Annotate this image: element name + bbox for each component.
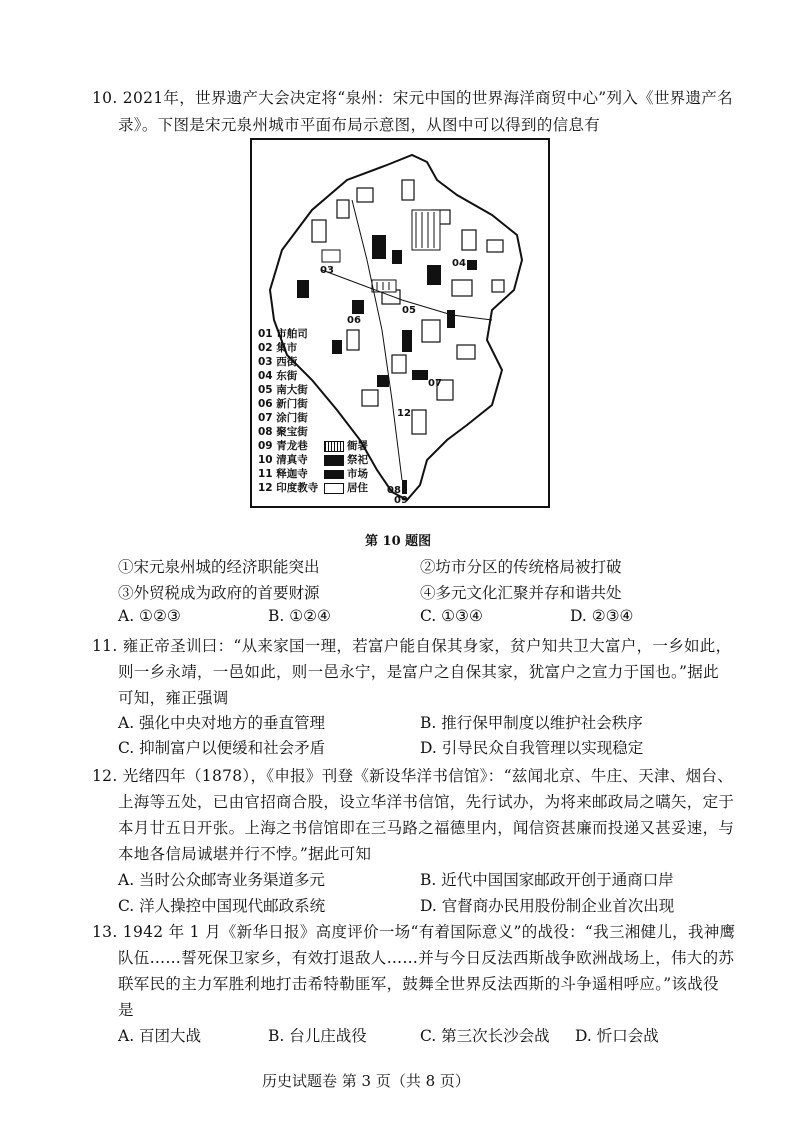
legend-item-11: 11 释迦寺 [258, 468, 308, 480]
legend-item-10: 10 清真寺 [258, 454, 308, 466]
legend-item-12: 12 印度教寺 [258, 482, 319, 494]
legend-key-home [324, 480, 368, 495]
map-label-09: 09 [394, 495, 408, 506]
legend-item-09: 09 青龙巷 [258, 440, 308, 452]
quanzhou-city-map [250, 138, 550, 508]
q13-text-line3: 联军民的主力军胜利地打击希特勒匪军，鼓舞全世界反法西斯的斗争遥相呼应。”该战役 [118, 975, 719, 993]
legend-key-home-label: 居住 [347, 482, 368, 494]
legend-key-ritual-label: 祭祀 [347, 454, 368, 466]
q10-option-c[interactable]: C. ①③④ [420, 607, 483, 625]
q12-option-d[interactable]: D. 官督商办民用股份制企业首次出现 [420, 897, 675, 915]
q11-text-line3: 可知，雍正强调 [118, 689, 229, 707]
home-swatch [324, 483, 344, 494]
q13-text-line2: 队伍……誓死保卫家乡，有效打退敌人……并与今日反法西斯战争欧洲战场上，伟大的苏 [118, 949, 735, 967]
q13-text-line1: 13. 1942 年 1 月《新华日报》高度评价一场“有着国际意义”的战役：“我三湘健儿，我神鹰 [92, 923, 736, 941]
q10-statement-4: ④多元文化汇聚并存和谐共处 [420, 584, 622, 602]
legend-item-07: 07 涂门街 [258, 412, 308, 424]
q10-text-line1: 10. 2021年，世界遗产大会决定将“泉州：宋元中国的世界海洋商贸中心”列入《世界遗产名 [92, 89, 733, 107]
q11-option-d[interactable]: D. 引导民众自我管理以实现稳定 [420, 739, 644, 757]
legend-item-04: 04 东街 [258, 370, 298, 382]
map-label-12: 12 [397, 408, 411, 419]
map-label-03: 03 [320, 265, 334, 276]
legend-item-01: 01 市舶司 [258, 328, 308, 340]
legend-key-market [324, 466, 368, 481]
office-swatch [324, 441, 344, 452]
map-label-04: 04 [452, 258, 466, 269]
q13-option-a[interactable]: A. 百团大战 [118, 1027, 202, 1045]
q10-statement-2: ②坊市分区的传统格局被打破 [420, 558, 622, 576]
q11-option-a[interactable]: A. 强化中央对地方的垂直管理 [118, 714, 326, 732]
q10-option-d[interactable]: D. ②③④ [570, 607, 634, 625]
legend-key-market-label: 市场 [347, 468, 368, 480]
q13-option-c[interactable]: C. 第三次长沙会战 [420, 1027, 550, 1045]
map-label-06: 06 [347, 315, 361, 326]
market-swatch [324, 470, 344, 479]
q10-option-a[interactable]: A. ①②③ [118, 607, 181, 625]
page-footer: 历史试题卷 第 3 页（共 8 页） [262, 1072, 470, 1090]
q12-option-b[interactable]: B. 近代中国国家邮政开创于通商口岸 [420, 871, 674, 889]
map-label-07: 07 [428, 378, 442, 389]
q11-text-line2: 则一乡永靖，一邑如此，则一邑永宁，是富户之自保其家，犹富户之宣力于国也。”据此 [118, 663, 719, 681]
legend-key-ritual [324, 452, 368, 467]
q13-option-d[interactable]: D. 忻口会战 [575, 1027, 659, 1045]
q13-option-b[interactable]: B. 台儿庄战役 [268, 1027, 367, 1045]
q12-text-line3: 本月廿五日开张。上海之书信馆即在三马路之福德里内，闻信资甚廉而投递又甚妥速，与 [118, 819, 735, 837]
legend-item-05: 05 南大街 [258, 384, 308, 396]
map-label-08: 08 [387, 485, 401, 496]
q13-text-line4: 是 [118, 1001, 134, 1019]
q11-option-c[interactable]: C. 抑制富户以便缓和社会矛盾 [118, 739, 326, 757]
q10-statement-3: ③外贸税成为政府的首要财源 [118, 584, 320, 602]
q10-option-b[interactable]: B. ①②④ [268, 607, 331, 625]
map-label-05: 05 [402, 305, 416, 316]
legend-item-06: 06 新门街 [258, 398, 308, 410]
ritual-swatch [324, 455, 344, 466]
q10-statement-1: ①宋元泉州城的经济职能突出 [118, 558, 320, 576]
legend-key-office [324, 438, 368, 453]
legend-key-office-label: 衙署 [347, 440, 368, 452]
q11-option-b[interactable]: B. 推行保甲制度以维护社会秩序 [420, 714, 643, 732]
legend-item-08: 08 聚宝街 [258, 426, 308, 438]
q12-option-a[interactable]: A. 当时公众邮寄业务渠道多元 [118, 871, 326, 889]
q12-text-line4: 本地各信局诚堪并行不悖。”据此可知 [118, 845, 372, 863]
q12-option-c[interactable]: C. 洋人操控中国现代邮政系统 [118, 897, 326, 915]
q10-text-line2: 录》。下图是宋元泉州城市平面布局示意图，从图中可以得到的信息有 [118, 116, 601, 134]
q12-text-line1: 12. 光绪四年（1878），《申报》刊登《新设华洋书信馆》：“兹闻北京、牛庄、天津、烟台、 [92, 767, 733, 785]
legend-item-03: 03 西街 [258, 356, 298, 368]
q12-text-line2: 上海等五处，已由官招商合股，设立华洋书信馆，先行试办，为将来邮政局之嚆矢，定于 [118, 793, 735, 811]
q11-text-line1: 11. 雍正帝圣训曰：“从来家国一理，若富户能自保其身家，贫户知共卫大富户，一乡如此， [92, 637, 732, 655]
legend-item-02: 02 集市 [258, 342, 298, 354]
figure-caption: 第 10 题图 [365, 534, 432, 549]
